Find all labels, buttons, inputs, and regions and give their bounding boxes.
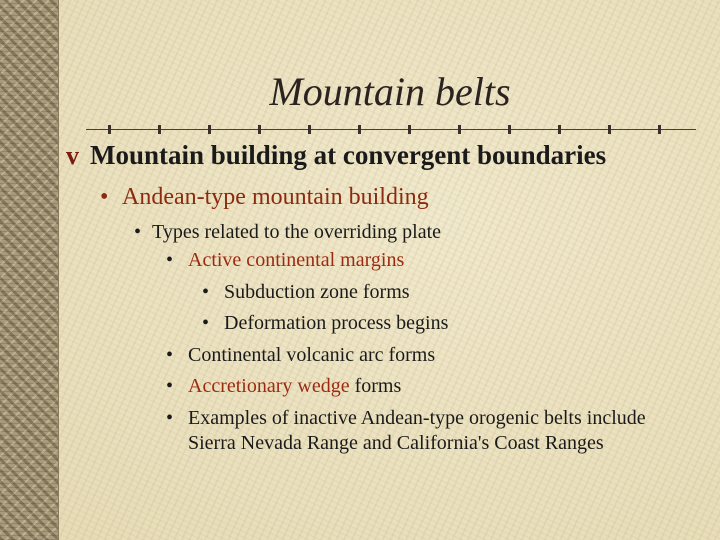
divider-dot xyxy=(258,125,261,134)
bullet-dot-icon: • xyxy=(202,312,210,334)
bullet-dot-icon: • xyxy=(166,343,174,366)
list-item-text: Active continental margins xyxy=(188,249,405,271)
list-item xyxy=(166,403,658,456)
divider-dot xyxy=(108,125,111,134)
list-item-text: Subduction zone forms xyxy=(224,280,410,303)
divider-dot xyxy=(558,125,561,134)
bullet-dot-icon: • xyxy=(166,375,174,397)
list-item xyxy=(166,340,658,372)
title-divider xyxy=(86,125,696,135)
bullet-level-2 xyxy=(100,183,706,211)
bullet-dot-icon: • xyxy=(166,249,174,271)
divider-line xyxy=(86,129,696,130)
bullet-level-3 xyxy=(134,219,706,245)
list-item xyxy=(202,277,706,309)
bullet-dot-icon: • xyxy=(202,280,210,303)
divider-dot xyxy=(508,125,511,134)
slide-body xyxy=(66,140,706,456)
divider-dot xyxy=(308,125,311,134)
divider-dot xyxy=(458,125,461,134)
level3-text: Types related to the overriding plate xyxy=(152,221,442,243)
divider-dot xyxy=(358,125,361,134)
list-item xyxy=(166,371,658,403)
bullet-level-1 xyxy=(66,140,706,171)
bullet-dot-icon: • xyxy=(166,406,174,429)
list-item-text: Continental volcanic arc forms xyxy=(188,343,436,366)
divider-dot xyxy=(658,125,661,134)
divider-dot xyxy=(408,125,411,134)
slide-title: Mountain belts xyxy=(269,69,511,114)
checkmark-bullet-icon: v xyxy=(66,141,79,170)
sub-bullet-text: Andean-type mountain building xyxy=(122,184,429,210)
bullet-dot-icon: • xyxy=(100,184,109,210)
bullet-dot-icon: • xyxy=(134,221,142,243)
heading-text: Mountain building at convergent boundaries xyxy=(90,140,607,170)
divider-dot xyxy=(608,125,611,134)
list-item-text: Examples of inactive Andean-type orogenic belts include Sierra Nevada Range and California's Coast Ranges xyxy=(188,406,646,454)
list-item-text: forms xyxy=(349,375,402,397)
list-item xyxy=(202,308,706,340)
divider-dot xyxy=(208,125,211,134)
decorative-left-border xyxy=(0,0,59,540)
list-item-accent-text: Accretionary wedge xyxy=(188,375,350,397)
list-item-text: Deformation process begins xyxy=(224,312,449,334)
divider-dot xyxy=(158,125,161,134)
list-item xyxy=(166,245,658,277)
